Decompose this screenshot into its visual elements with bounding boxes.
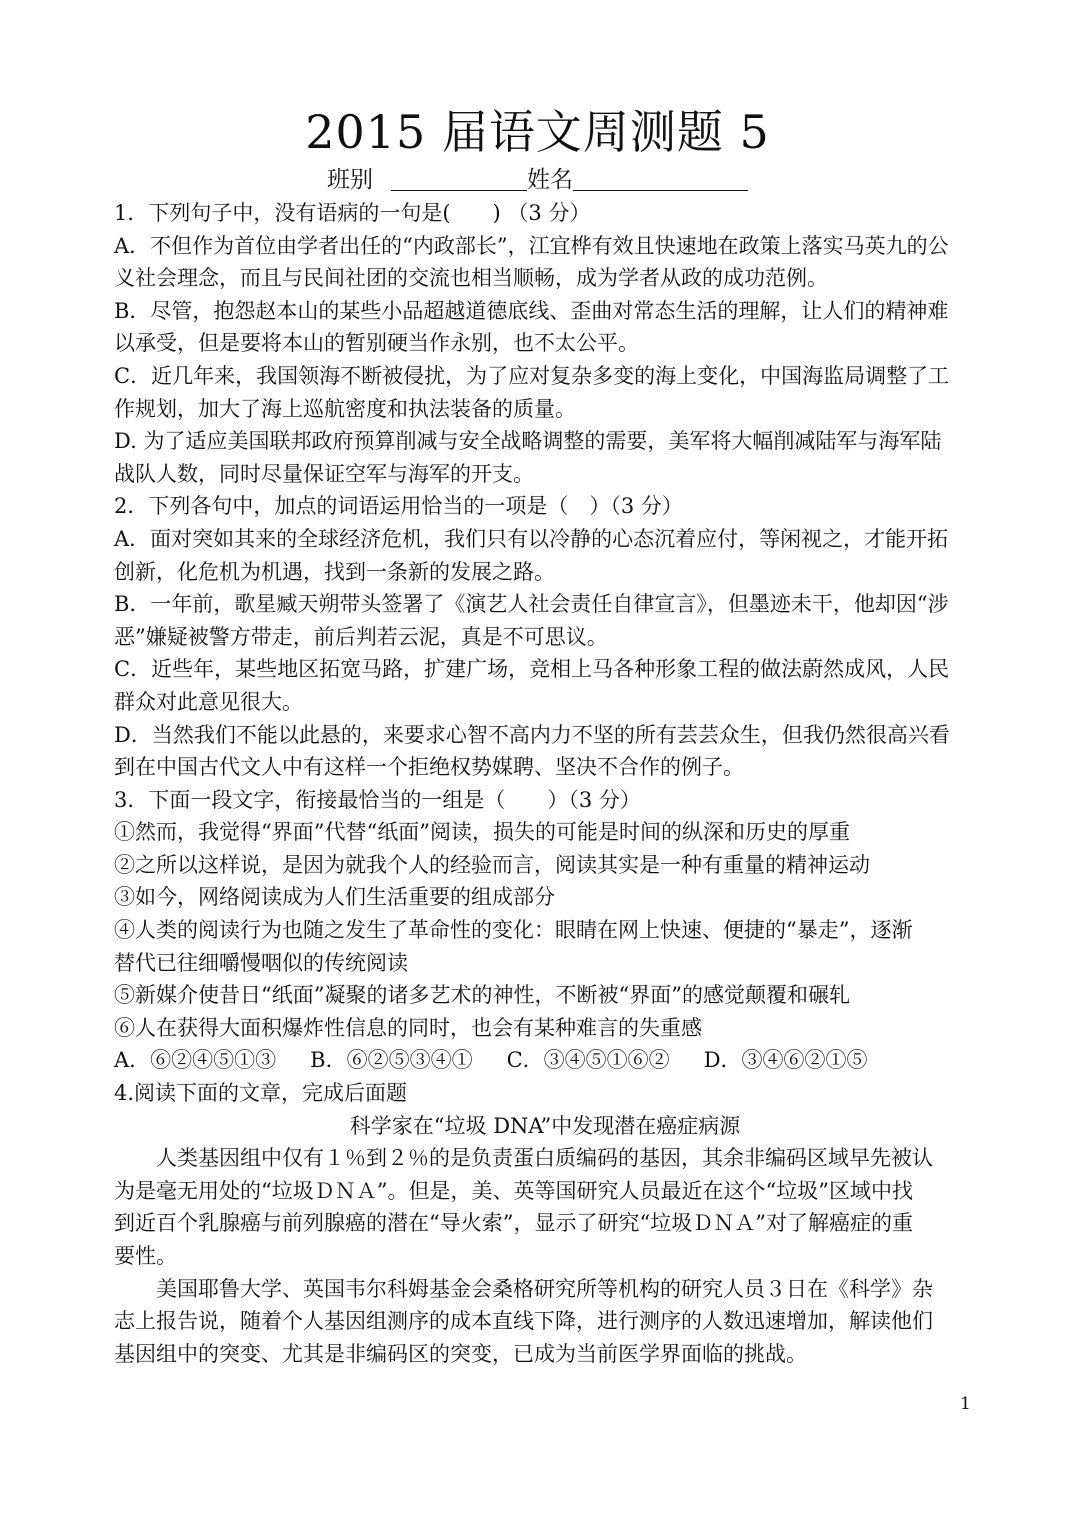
article-line: 美国耶鲁大学、英国韦尔科姆基金会桑格研究所等机构的研究人员３日在《科学》杂 [156,1276,933,1301]
document-body [114,197,976,1370]
name-blank[interactable] [573,166,748,191]
text-line: 义社会理念，而且与民间社团的交流也相当顺畅，成为学者从政的成功范例。 [114,266,828,291]
sentence-item: ③如今，网络阅读成为人们生活重要的组成部分 [114,885,555,910]
sentence-item: ⑤新媒介使昔日“纸面”凝聚的诸多艺术的神性，不断被“界面”的感觉颠覆和碾轧 [114,983,850,1008]
text-line: D. 为了适应美国联邦政府预算削减与安全战略调整的需要，美军将大幅削减陆军与海军陆 [114,429,942,454]
text-line: 创新，化危机为机遇，找到一条新的发展之路。 [114,559,555,584]
sentence-item: ⑥人在获得大面积爆炸性信息的同时，也会有某种难言的失重感 [114,1015,702,1040]
question-2-stem: 2．下列各句中，加点的词语运用恰当的一项是（ ）（3 分） [114,494,683,519]
article-line: 人类基因组中仅有１％到２％的是负责蛋白质编码的基因，其余非编码区域早先被认 [156,1146,933,1171]
question-4-intro: 4.阅读下面的文章，完成后面题 [114,1081,408,1106]
document-title: 2015 届语文周测题 5 [305,105,770,159]
option-d: D．③④⑥②①⑤ [703,1048,868,1073]
text-line: B．尽管，抱怨赵本山的某些小品超越道德底线、歪曲对常态生活的理解，让人们的精神难 [114,298,949,323]
name-row [0,164,1075,196]
article-title: 科学家在“垃圾 DNA”中发现潜在癌症病源 [349,1113,741,1138]
question-1-stem: 1．下列句子中，没有语病的一句是( ) （3 分） [114,201,591,225]
sentence-item: ①然而，我觉得“界面”代替“纸面”阅读，损失的可能是时间的纵深和历史的厚重 [114,820,850,845]
article-line: 基因组中的突变、尤其是非编码区的突变，已成为当前医学界面临的挑战。 [114,1341,807,1366]
text-line: 群众对此意见很大。 [114,689,303,714]
option-c: C．③④⑤①⑥② [506,1048,670,1073]
article-line: 要性。 [114,1244,177,1268]
text-line: 以承受，但是要将本山的暂别硬当作永别，也不太公平。 [114,331,639,356]
text-line: 到在中国古代文人中有这样一个拒绝权势媒聘、坚决不合作的例子。 [114,755,744,780]
answer-options [114,1044,976,1077]
sentence-item: ④人类的阅读行为也随之发生了革命性的变化：眼睛在网上快速、便捷的“暴走”，逐渐 [114,918,913,943]
text-line: D．当然我们不能以此悬的，来要求心智不高内力不坚的所有芸芸众生，但我仍然很高兴看 [114,722,950,747]
sentence-item: ②之所以这样说，是因为就我个人的经验而言，阅读其实是一种有重量的精神运动 [114,852,870,877]
text-line: 作规划，加大了海上巡航密度和执法装备的质量。 [114,396,576,421]
page-number: 1 [960,1394,971,1414]
sentence-item: 替代已往细嚼慢咽似的传统阅读 [114,950,408,975]
article-line: 到近百个乳腺癌与前列腺癌的潜在“导火索”，显示了研究“垃圾ＤＮＡ”对了解癌症的重 [114,1211,913,1236]
text-line: A．面对突如其来的全球经济危机，我们只有以冷静的心态沉着应付，等闲视之，才能开拓 [114,526,949,551]
article-line: 为是毫无用处的“垃圾ＤＮＡ”。但是，美、英等国研究人员最近在这个“垃圾”区域中找 [114,1178,913,1203]
text-line: 战队人数，同时尽量保证空军与海军的开支。 [114,461,534,486]
name-label: 姓名 [527,167,573,193]
text-line: A．不但作为首位由学者出任的“内政部长”，江宜桦有效且快速地在政策上落实马英九的公 [114,233,949,258]
article-line: 志上报告说，随着个人基因组测序的成本直线下降，进行测序的人数迅速增加，解读他们 [114,1309,933,1334]
option-a: A．⑥②④⑤①③ [114,1048,277,1073]
class-blank[interactable] [391,166,527,191]
text-line: C．近几年来，我国领海不断被侵扰，为了应对复杂多变的海上变化，中国海监局调整了工 [114,363,950,388]
question-3-stem: 3．下面一段文字，衔接最恰当的一组是（ ）（3 分） [114,787,641,812]
text-line: 恶”嫌疑被警方带走，前后判若云泥，真是不可思议。 [114,624,608,649]
text-line: B．一年前，歌星臧天朔带头签署了《演艺人社会责任自律宣言》，但墨迹未干，他却因“涉 [114,592,949,617]
class-label: 班别 [327,167,373,193]
text-line: C．近些年，某些地区拓宽马路，扩建广场，竞相上马各种形象工程的做法蔚然成风，人民 [114,657,950,682]
option-b: B．⑥②⑤③④① [310,1048,473,1073]
